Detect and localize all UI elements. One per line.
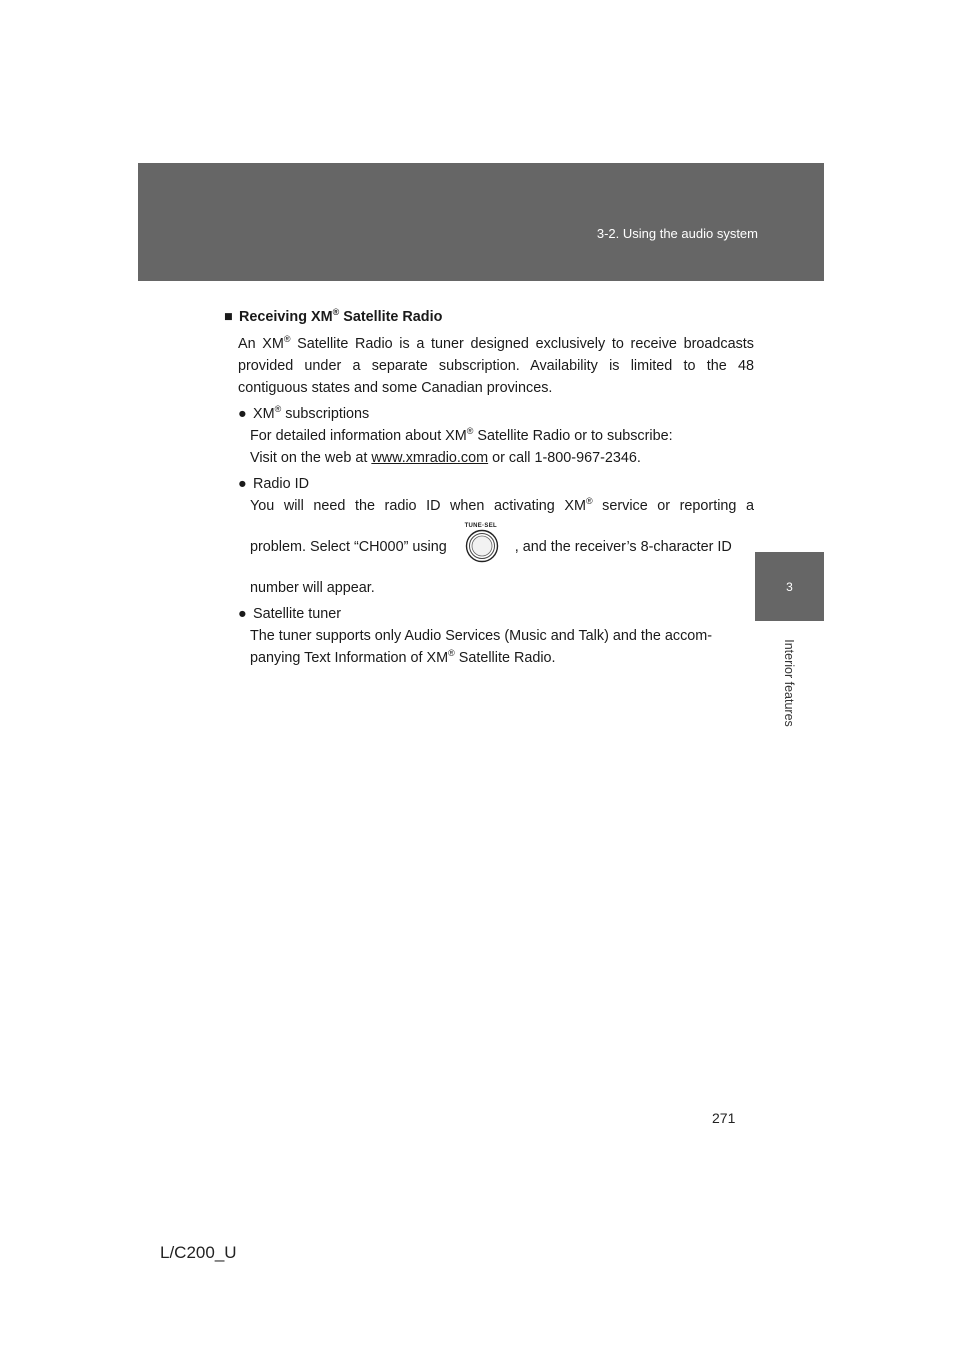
section-heading: ■ Receiving XM® Satellite Radio (224, 306, 754, 328)
model-code: L/C200_U (160, 1243, 237, 1262)
main-content (224, 306, 754, 669)
chapter-label: Interior features (782, 639, 797, 727)
bullet-subscriptions: ● XM® subscriptions For detailed information about XM® Satellite Radio or to subscribe: Visit on the web at www.xmradio.com or call 1-800-967-2346. (238, 404, 673, 466)
xmradio-link[interactable]: www.xmradio.com (371, 450, 489, 466)
knob-label: TUNE·SEL (464, 523, 497, 529)
square-bullet-icon: ■ (224, 309, 233, 325)
chapter-label-container (764, 628, 814, 738)
knob-graphic (465, 529, 499, 563)
tune-sel-knob-icon (451, 517, 511, 577)
section-title: 3-2. Using the audio system (596, 226, 758, 241)
intro-paragraph: An XM® Satellite Radio is a tuner designed exclusively to receive broadcasts provided under a separate subscription. Availability is limited to the 48 contiguous states and some Canadian provinces. (238, 334, 754, 396)
circle-bullet-icon: ● (238, 606, 247, 622)
bullet-satellite-tuner: ● Satellite tuner The tuner supports only Audio Services (Music and Talk) and the accom- panying Text Information of XM® Satellite Radio. (238, 603, 754, 669)
circle-bullet-icon: ● (238, 406, 247, 422)
chapter-tab (755, 552, 824, 621)
circle-bullet-icon: ● (238, 476, 247, 492)
bullet-radio-id: ● Radio ID You will need the radio ID when activating XM® service or reporting a problem. Select “CH000” using TUNE·SEL , and the receiver’s 8-character ID number will appear. (238, 473, 754, 599)
page-number: 271 (712, 1110, 736, 1126)
chapter-number: 3 (786, 579, 793, 594)
header-band (138, 163, 824, 281)
